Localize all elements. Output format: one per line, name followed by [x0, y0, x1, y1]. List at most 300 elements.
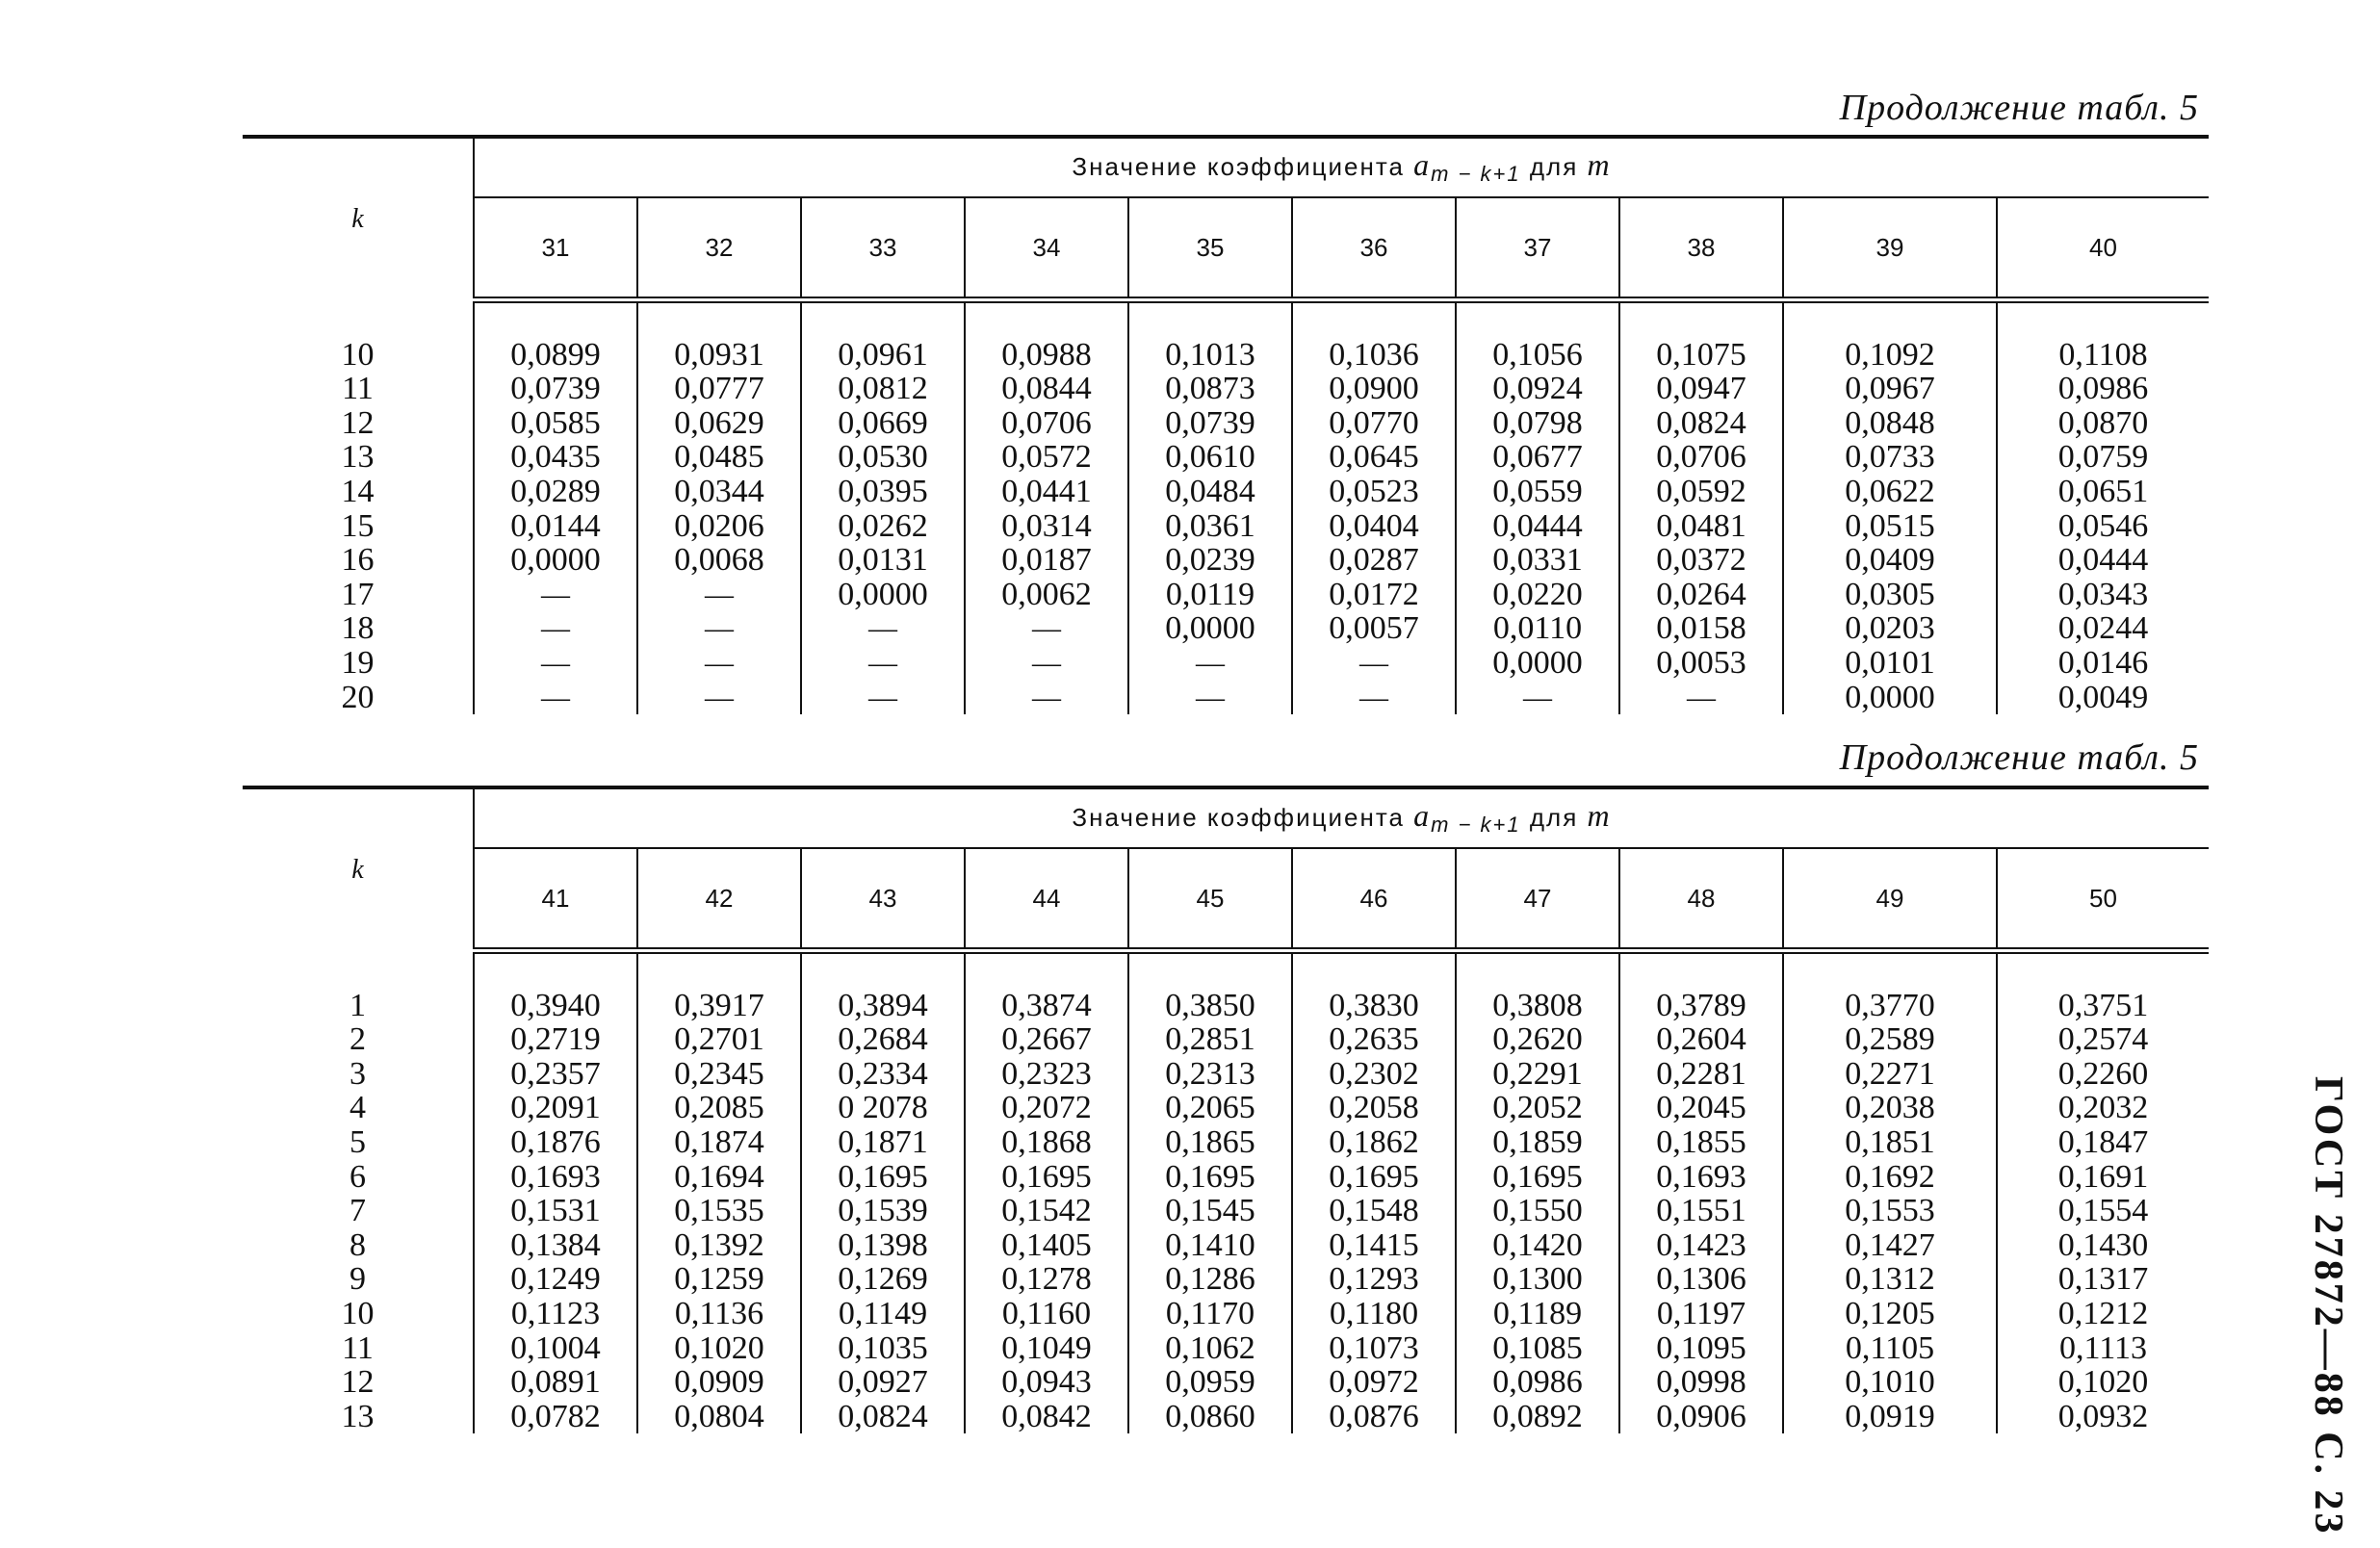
- coefficient-value: 0,1847: [1997, 1125, 2209, 1160]
- coefficient-value: 0,0924: [1456, 372, 1619, 406]
- coefficient-value: 0,0998: [1619, 1365, 1783, 1400]
- coefficient-value: 0,1855: [1619, 1125, 1783, 1160]
- coefficient-value: 0,0899: [474, 338, 637, 373]
- coefficient-value: 0,1415: [1292, 1228, 1456, 1263]
- coefficient-value: 0,2357: [474, 1057, 637, 1092]
- coefficient-value: 0,0782: [474, 1400, 637, 1434]
- coefficient-value: 0,0000: [801, 578, 965, 612]
- coefficient-value: 0,1420: [1456, 1228, 1619, 1263]
- coefficient-value: 0,2281: [1619, 1057, 1783, 1092]
- coefficient-value: 0,0967: [1783, 372, 1997, 406]
- coefficient-value: 0,0876: [1292, 1400, 1456, 1434]
- coefficient-value: 0,2260: [1997, 1057, 2209, 1092]
- coefficient-value: 0,3894: [801, 989, 965, 1023]
- coefficient-value: 0,2719: [474, 1022, 637, 1057]
- coefficient-value: 0,2313: [1128, 1057, 1292, 1092]
- coefficient-value: —: [474, 578, 637, 612]
- coefficient-value: 0,0000: [1783, 681, 1997, 715]
- coefficient-value: —: [965, 681, 1128, 715]
- k-value: 8: [349, 1226, 366, 1263]
- coefficient-value: 0,1004: [474, 1331, 637, 1366]
- coefficient-value: 0,0144: [474, 509, 637, 544]
- coefficient-value: 0,0000: [1456, 646, 1619, 681]
- coefficient-value: 0,0669: [801, 406, 965, 441]
- coefficient-value: —: [801, 681, 965, 715]
- table-row: [243, 1057, 2209, 1092]
- k-value: 9: [349, 1261, 366, 1298]
- coefficient-value: 0,0932: [1997, 1400, 2209, 1434]
- coefficient-value: 0,1695: [801, 1160, 965, 1195]
- coefficient-value: 0,0844: [965, 372, 1128, 406]
- coefficient-value: 0,1551: [1619, 1194, 1783, 1228]
- k-value: 1: [349, 987, 366, 1023]
- coefficient-value: 0,1423: [1619, 1228, 1783, 1263]
- coefficient-value: 0,1020: [1997, 1365, 2209, 1400]
- table-row: [243, 1365, 2209, 1400]
- m-column-header: 44: [965, 848, 1128, 951]
- coefficient-value: 0,0622: [1783, 475, 1997, 509]
- coefficient-value: —: [1456, 681, 1619, 715]
- coefficient-value: 0,0972: [1292, 1365, 1456, 1400]
- coefficient-value: 0,1317: [1997, 1262, 2209, 1297]
- coefficient-value: 0,1548: [1292, 1194, 1456, 1228]
- coefficient-value: 0,1859: [1456, 1125, 1619, 1160]
- k-value: 7: [349, 1193, 366, 1229]
- table-row: [243, 1297, 2209, 1331]
- table-row: [243, 1022, 2209, 1057]
- coefficient-value: 0,1062: [1128, 1331, 1292, 1366]
- coefficient-value: 0,0986: [1456, 1365, 1619, 1400]
- coefficient-value: 0,1862: [1292, 1125, 1456, 1160]
- k-value: 11: [342, 371, 374, 407]
- coefficient-value: 0,1542: [965, 1194, 1128, 1228]
- coefficient-value: 0,2589: [1783, 1022, 1997, 1057]
- coefficient-value: 0,3917: [637, 989, 801, 1023]
- coefficient-value: 0,0289: [474, 475, 637, 509]
- table-row: [243, 611, 2209, 646]
- coefficient-value: 0,0677: [1456, 440, 1619, 475]
- coefficient-value: 0,1876: [474, 1125, 637, 1160]
- m-column-header: 47: [1456, 848, 1619, 951]
- k-value: 15: [341, 507, 375, 544]
- coefficient-value: —: [637, 611, 801, 646]
- coefficient-value: —: [965, 611, 1128, 646]
- m-column-header: 34: [965, 197, 1128, 300]
- coefficient-value: 0,2334: [801, 1057, 965, 1092]
- coefficient-value: 0,1392: [637, 1228, 801, 1263]
- m-column-header: 33: [801, 197, 965, 300]
- k-value: 17: [341, 576, 375, 612]
- coefficient-value: 0,0824: [1619, 406, 1783, 441]
- table-row: [243, 440, 2209, 475]
- coefficient-value: 0,1020: [637, 1331, 801, 1366]
- coefficient-value: 0,1085: [1456, 1331, 1619, 1366]
- coefficient-value: 0,1384: [474, 1228, 637, 1263]
- table-row: [243, 1400, 2209, 1434]
- coefficient-value: 0,1553: [1783, 1194, 1997, 1228]
- coefficient-value: 0,1692: [1783, 1160, 1997, 1195]
- coefficient-value: 0,2271: [1783, 1057, 1997, 1092]
- coefficient-value: 0,1212: [1997, 1297, 2209, 1331]
- coefficient-value: 0,0873: [1128, 372, 1292, 406]
- coefficient-value: 0,0053: [1619, 646, 1783, 681]
- coefficient-value: 0,1293: [1292, 1262, 1456, 1297]
- coefficient-value: 0,1430: [1997, 1228, 2209, 1263]
- coefficient-value: 0,0798: [1456, 406, 1619, 441]
- table-row: [243, 1228, 2209, 1263]
- coefficient-value: 0,1410: [1128, 1228, 1292, 1263]
- coefficient-symbol: a: [1413, 798, 1432, 834]
- coefficient-value: 0,0331: [1456, 543, 1619, 578]
- table-row: [243, 1194, 2209, 1228]
- m-column-header: 31: [474, 197, 637, 300]
- coefficient-value: 0,0287: [1292, 543, 1456, 578]
- coefficient-value: 0,1694: [637, 1160, 801, 1195]
- coefficient-value: 0,2701: [637, 1022, 801, 1057]
- coefficient-value: 0,1149: [801, 1297, 965, 1331]
- coefficient-value: 0,0651: [1997, 475, 2209, 509]
- coefficient-value: 0,0484: [1128, 475, 1292, 509]
- coefficient-value: 0,0770: [1292, 406, 1456, 441]
- coefficient-value: 0,0119: [1128, 578, 1292, 612]
- coefficient-table-1: [243, 135, 2209, 714]
- coefficient-value: 0,1095: [1619, 1331, 1783, 1366]
- coefficient-value: 0,1286: [1128, 1262, 1292, 1297]
- k-value: 5: [349, 1123, 366, 1160]
- coefficient-value: 0,2302: [1292, 1057, 1456, 1092]
- coefficient-value: 0,0220: [1456, 578, 1619, 612]
- table-caption-1: Продолжение табл. 5: [1839, 88, 2199, 128]
- coefficient-value: 0,0000: [474, 543, 637, 578]
- coefficient-value: 0,0395: [801, 475, 965, 509]
- coefficient-table-2: [243, 786, 2209, 1433]
- coefficient-value: 0,0172: [1292, 578, 1456, 612]
- table-row: [243, 1091, 2209, 1125]
- coefficient-value: 0,1695: [1292, 1160, 1456, 1195]
- coefficient-value: —: [637, 578, 801, 612]
- coefficient-value: 0,1170: [1128, 1297, 1292, 1331]
- k-column-header: k: [243, 787, 474, 951]
- group-title-suffix: для: [1529, 152, 1579, 182]
- group-variable: m: [1587, 147, 1612, 183]
- coefficient-value: 0,0860: [1128, 1400, 1292, 1434]
- coefficient-value: 0,2323: [965, 1057, 1128, 1092]
- coefficient-value: 0,2065: [1128, 1091, 1292, 1125]
- coefficient-value: 0,0906: [1619, 1400, 1783, 1434]
- coefficient-value: 0,2291: [1456, 1057, 1619, 1092]
- coefficient-group-header: [474, 137, 2209, 197]
- table-row: [243, 509, 2209, 544]
- coefficient-value: 0,0842: [965, 1400, 1128, 1434]
- coefficient-value: 0,1693: [474, 1160, 637, 1195]
- coefficient-value: 0,2058: [1292, 1091, 1456, 1125]
- k-value: 19: [341, 644, 375, 681]
- m-column-header: 39: [1783, 197, 1997, 300]
- k-value: 14: [341, 473, 375, 509]
- k-value: 10: [341, 336, 375, 373]
- coefficient-value: 0,1249: [474, 1262, 637, 1297]
- coefficient-value: —: [1619, 681, 1783, 715]
- coefficient-value: 0,0262: [801, 509, 965, 544]
- coefficient-value: 0,1312: [1783, 1262, 1997, 1297]
- coefficient-value: 0,0481: [1619, 509, 1783, 544]
- coefficient-value: 0,0733: [1783, 440, 1997, 475]
- coefficient-value: 0,1105: [1783, 1331, 1997, 1366]
- coefficient-value: 0,0645: [1292, 440, 1456, 475]
- coefficient-value: 0,2635: [1292, 1022, 1456, 1057]
- k-value: 20: [341, 679, 375, 715]
- coefficient-value: 0,1073: [1292, 1331, 1456, 1366]
- table-caption-2: Продолжение табл. 5: [1839, 737, 2199, 778]
- coefficient-value: 0,1871: [801, 1125, 965, 1160]
- coefficient-value: 0,0062: [965, 578, 1128, 612]
- m-column-header: 42: [637, 848, 801, 951]
- m-column-header: 36: [1292, 197, 1456, 300]
- coefficient-value: 0,0305: [1783, 578, 1997, 612]
- coefficient-value: 0,0900: [1292, 372, 1456, 406]
- k-value: 6: [349, 1158, 366, 1195]
- coefficient-value: 0,2684: [801, 1022, 965, 1057]
- k-value: 11: [342, 1329, 374, 1366]
- coefficient-value: 0,0927: [801, 1365, 965, 1400]
- coefficient-value: 0,0206: [637, 509, 801, 544]
- coefficient-value: 0,1278: [965, 1262, 1128, 1297]
- coefficient-value: 0,1851: [1783, 1125, 1997, 1160]
- coefficient-value: 0,1113: [1997, 1331, 2209, 1366]
- table-row: [243, 406, 2209, 441]
- coefficient-value: 0,1695: [965, 1160, 1128, 1195]
- coefficient-value: 0,0947: [1619, 372, 1783, 406]
- m-column-header: 37: [1456, 197, 1619, 300]
- coefficient-value: 0,2604: [1619, 1022, 1783, 1057]
- coefficient-value: 0,0546: [1997, 509, 2209, 544]
- coefficient-value: 0,1197: [1619, 1297, 1783, 1331]
- coefficient-value: —: [965, 646, 1128, 681]
- coefficient-value: 0,3770: [1783, 989, 1997, 1023]
- coefficient-value: 0,1160: [965, 1297, 1128, 1331]
- m-column-header: 43: [801, 848, 965, 951]
- coefficient-value: 0,1136: [637, 1297, 801, 1331]
- coefficient-value: 0,1269: [801, 1262, 965, 1297]
- coefficient-value: 0,0919: [1783, 1400, 1997, 1434]
- coefficient-value: 0,1123: [474, 1297, 637, 1331]
- coefficient-value: 0,1427: [1783, 1228, 1997, 1263]
- coefficient-value: 0,0344: [637, 475, 801, 509]
- coefficient-value: 0,0264: [1619, 578, 1783, 612]
- table-row: [243, 338, 2209, 373]
- coefficient-value: 0,0146: [1997, 646, 2209, 681]
- coefficient-value: —: [637, 681, 801, 715]
- coefficient-value: —: [801, 611, 965, 646]
- coefficient-value: 0,0559: [1456, 475, 1619, 509]
- coefficient-value: 0,0891: [474, 1365, 637, 1400]
- coefficient-subscript: m − k+1: [1431, 162, 1521, 187]
- coefficient-value: 0,1405: [965, 1228, 1128, 1263]
- coefficient-value: 0,0759: [1997, 440, 2209, 475]
- coefficient-value: 0,1035: [801, 1331, 965, 1366]
- group-title-suffix: для: [1529, 803, 1579, 833]
- coefficient-value: 0,2667: [965, 1022, 1128, 1057]
- coefficient-value: 0,1693: [1619, 1160, 1783, 1195]
- coefficient-value: 0,0343: [1997, 578, 2209, 612]
- table-row: [243, 989, 2209, 1023]
- k-value: 12: [341, 404, 375, 441]
- coefficient-value: 0,0739: [474, 372, 637, 406]
- coefficient-value: 0,1049: [965, 1331, 1128, 1366]
- k-column-header: k: [243, 137, 474, 300]
- k-value: 10: [341, 1295, 375, 1331]
- coefficient-value: 0,0530: [801, 440, 965, 475]
- m-column-header: 41: [474, 848, 637, 951]
- coefficient-value: 0,0812: [801, 372, 965, 406]
- m-column-header: 50: [1997, 848, 2209, 951]
- document-page-label: ГОСТ 27872—88 С. 23: [2306, 1076, 2350, 1536]
- table-row: [243, 475, 2209, 509]
- m-column-header: 45: [1128, 848, 1292, 951]
- coefficient-value: 0,1868: [965, 1125, 1128, 1160]
- coefficient-value: 0,0404: [1292, 509, 1456, 544]
- coefficient-value: 0,1075: [1619, 338, 1783, 373]
- coefficient-value: 0,0706: [965, 406, 1128, 441]
- coefficient-value: 0,2085: [637, 1091, 801, 1125]
- coefficient-value: 0,0187: [965, 543, 1128, 578]
- coefficient-value: —: [1128, 646, 1292, 681]
- coefficient-value: 0,0372: [1619, 543, 1783, 578]
- coefficient-value: 0,0848: [1783, 406, 1997, 441]
- coefficient-value: 0,0239: [1128, 543, 1292, 578]
- table-row: [243, 543, 2209, 578]
- coefficient-value: 0,1554: [1997, 1194, 2209, 1228]
- coefficient-value: 0,1531: [474, 1194, 637, 1228]
- k-value: 13: [341, 439, 375, 476]
- m-column-header: 35: [1128, 197, 1292, 300]
- k-value: 13: [341, 1398, 375, 1434]
- coefficient-value: 0,3874: [965, 989, 1128, 1023]
- coefficient-value: 0,1695: [1128, 1160, 1292, 1195]
- table-row: [243, 681, 2209, 715]
- coefficient-value: 0,3940: [474, 989, 637, 1023]
- coefficient-value: 0,1545: [1128, 1194, 1292, 1228]
- coefficient-value: 0,0523: [1292, 475, 1456, 509]
- coefficient-value: 0,0444: [1997, 543, 2209, 578]
- coefficient-value: —: [1292, 681, 1456, 715]
- coefficient-value: 0,1189: [1456, 1297, 1619, 1331]
- coefficient-value: 0,0057: [1292, 611, 1456, 646]
- coefficient-value: 0,3751: [1997, 989, 2209, 1023]
- coefficient-value: 0,0110: [1456, 611, 1619, 646]
- coefficient-value: 0,1874: [637, 1125, 801, 1160]
- coefficient-value: 0,0961: [801, 338, 965, 373]
- coefficient-value: 0,3850: [1128, 989, 1292, 1023]
- k-value: 12: [341, 1364, 375, 1401]
- coefficient-value: 0,1205: [1783, 1297, 1997, 1331]
- coefficient-value: 0,0959: [1128, 1365, 1292, 1400]
- coefficient-value: 0,0361: [1128, 509, 1292, 544]
- coefficient-value: 0,1036: [1292, 338, 1456, 373]
- coefficient-value: 0,1300: [1456, 1262, 1619, 1297]
- coefficient-value: 0,0706: [1619, 440, 1783, 475]
- coefficient-value: 0,0804: [637, 1400, 801, 1434]
- coefficient-value: —: [474, 681, 637, 715]
- coefficient-value: 0,1398: [801, 1228, 965, 1263]
- table-row: [243, 372, 2209, 406]
- m-column-header: 38: [1619, 197, 1783, 300]
- coefficient-value: —: [801, 646, 965, 681]
- coefficient-value: 0,2851: [1128, 1022, 1292, 1057]
- coefficient-value: 0,1010: [1783, 1365, 1997, 1400]
- k-value: 18: [341, 610, 375, 647]
- coefficient-value: 0,0068: [637, 543, 801, 578]
- coefficient-value: 0,0409: [1783, 543, 1997, 578]
- coefficient-value: 0,0485: [637, 440, 801, 475]
- m-column-header: 32: [637, 197, 801, 300]
- coefficient-value: 0,1539: [801, 1194, 965, 1228]
- coefficient-value: 0,0739: [1128, 406, 1292, 441]
- table-row: [243, 646, 2209, 681]
- k-value: 2: [349, 1021, 366, 1058]
- table-row: [243, 1331, 2209, 1366]
- coefficient-value: 0,1180: [1292, 1297, 1456, 1331]
- coefficient-value: 0,2052: [1456, 1091, 1619, 1125]
- coefficient-value: 0,1013: [1128, 338, 1292, 373]
- coefficient-value: 0,2045: [1619, 1091, 1783, 1125]
- group-variable: m: [1587, 798, 1612, 834]
- group-title-text: Значение коэффициента: [1072, 152, 1405, 182]
- coefficient-value: 0,1108: [1997, 338, 2209, 373]
- table-row: [243, 1160, 2209, 1195]
- m-column-header: 48: [1619, 848, 1783, 951]
- coefficient-value: 0,1056: [1456, 338, 1619, 373]
- coefficient-value: 0,0435: [474, 440, 637, 475]
- coefficient-value: 0,0158: [1619, 611, 1783, 646]
- coefficient-value: 0,2574: [1997, 1022, 2209, 1057]
- coefficient-value: 0,3789: [1619, 989, 1783, 1023]
- k-value: 16: [341, 542, 375, 579]
- coefficient-value: 0,1259: [637, 1262, 801, 1297]
- coefficient-value: 0,1865: [1128, 1125, 1292, 1160]
- coefficient-value: 0,0610: [1128, 440, 1292, 475]
- coefficient-value: 0,0777: [637, 372, 801, 406]
- coefficient-value: —: [1292, 646, 1456, 681]
- m-column-header: 49: [1783, 848, 1997, 951]
- coefficient-value: 0,1092: [1783, 338, 1997, 373]
- coefficient-value: 0 2078: [801, 1091, 965, 1125]
- coefficient-value: 0,0931: [637, 338, 801, 373]
- coefficient-value: 0,3808: [1456, 989, 1619, 1023]
- coefficient-value: 0,0444: [1456, 509, 1619, 544]
- m-column-header: 46: [1292, 848, 1456, 951]
- table-row: [243, 1262, 2209, 1297]
- coefficient-value: 0,0592: [1619, 475, 1783, 509]
- coefficient-value: 0,1691: [1997, 1160, 2209, 1195]
- k-value: 4: [349, 1090, 366, 1126]
- coefficient-value: 0,0870: [1997, 406, 2209, 441]
- coefficient-value: 0,0986: [1997, 372, 2209, 406]
- coefficient-value: —: [474, 646, 637, 681]
- m-column-header: 40: [1997, 197, 2209, 300]
- table-row: [243, 1125, 2209, 1160]
- k-value: 3: [349, 1055, 366, 1092]
- coefficient-value: 0,2091: [474, 1091, 637, 1125]
- coefficient-value: 0,0049: [1997, 681, 2209, 715]
- coefficient-value: 0,0909: [637, 1365, 801, 1400]
- coefficient-value: 0,1695: [1456, 1160, 1619, 1195]
- coefficient-value: 0,3830: [1292, 989, 1456, 1023]
- coefficient-value: —: [1128, 681, 1292, 715]
- coefficient-value: 0,2345: [637, 1057, 801, 1092]
- coefficient-value: 0,0101: [1783, 646, 1997, 681]
- coefficient-group-header: [474, 787, 2209, 848]
